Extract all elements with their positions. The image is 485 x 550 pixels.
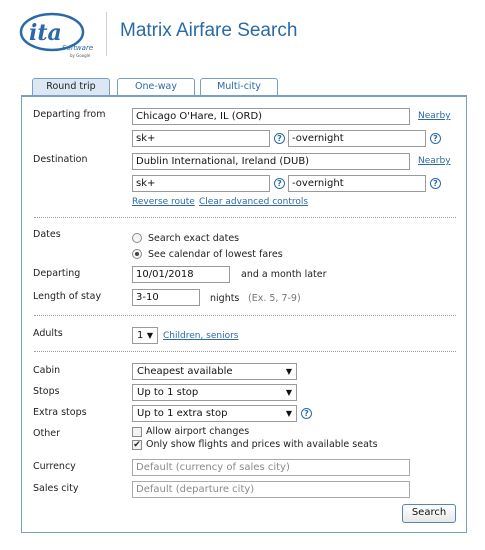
- dates-label: Dates: [33, 229, 61, 240]
- allow-airport-changes-label: Allow airport changes: [146, 426, 250, 437]
- origin-input[interactable]: Chicago O'Hare, IL (ORD): [132, 108, 410, 125]
- destination-label: Destination: [33, 154, 88, 165]
- destination-extension-help-icon[interactable]: ?: [430, 178, 441, 189]
- currency-input[interactable]: Default (currency of sales city): [132, 459, 410, 476]
- cabin-select[interactable]: [132, 363, 297, 380]
- destination-routing-input[interactable]: sk+: [132, 175, 270, 192]
- logo-sub: Software: [62, 44, 94, 52]
- cabin-value: Cheapest available: [137, 366, 233, 377]
- departing-date-input[interactable]: 10/01/2018: [132, 266, 230, 283]
- departing-from-label: Departing from: [33, 109, 106, 120]
- origin-extension-input[interactable]: -overnight: [288, 130, 426, 147]
- destination-input[interactable]: Dublin International, Ireland (DUB): [132, 153, 410, 170]
- origin-extension-help-icon[interactable]: ?: [430, 133, 441, 144]
- length-hint: (Ex. 5, 7-9): [248, 293, 301, 304]
- departing-suffix: and a month later: [241, 269, 327, 280]
- extra-stops-value: Up to 1 extra stop: [137, 408, 228, 419]
- stops-label: Stops: [33, 386, 60, 397]
- page-title: Matrix Airfare Search: [120, 20, 298, 41]
- sales-city-input[interactable]: Default (departure city): [132, 481, 410, 498]
- section-divider: [34, 315, 456, 316]
- other-label: Other: [33, 428, 60, 439]
- header-divider: [106, 12, 107, 56]
- dates-exact-radio[interactable]: [132, 233, 142, 243]
- sales-city-label: Sales city: [33, 483, 79, 494]
- section-divider: [34, 217, 456, 218]
- only-available-seats-label: Only show flights and prices with available seats: [146, 439, 378, 450]
- tab-one-way[interactable]: One-way: [117, 78, 195, 96]
- dates-calendar-radio[interactable]: [132, 249, 142, 259]
- search-form-panel: [21, 95, 467, 533]
- origin-routing-input[interactable]: sk+: [132, 130, 270, 147]
- currency-label: Currency: [33, 461, 76, 472]
- search-button[interactable]: Search: [402, 504, 456, 523]
- adults-select[interactable]: [132, 327, 158, 344]
- length-of-stay-label: Length of stay: [33, 291, 102, 302]
- destination-routing-help-icon[interactable]: ?: [274, 178, 285, 189]
- origin-nearby-link[interactable]: Nearby: [418, 111, 451, 121]
- extra-stops-help-icon[interactable]: ?: [301, 408, 312, 419]
- clear-advanced-controls-link[interactable]: Clear advanced controls: [199, 197, 309, 207]
- cabin-label: Cabin: [33, 365, 61, 376]
- only-available-seats-checkbox[interactable]: ✔: [133, 440, 141, 450]
- dates-exact-label: Search exact dates: [148, 233, 240, 244]
- adults-label: Adults: [33, 328, 63, 339]
- chevron-down-icon: ▼: [285, 367, 292, 376]
- dates-calendar-label: See calendar of lowest fares: [148, 249, 283, 260]
- stops-select[interactable]: [132, 384, 297, 401]
- allow-airport-changes-checkbox[interactable]: [132, 427, 142, 437]
- ita-software-logo: [16, 10, 98, 62]
- logo-by: by Google: [70, 53, 91, 58]
- origin-routing-help-icon[interactable]: ?: [274, 133, 285, 144]
- adults-value: 1: [137, 330, 144, 341]
- length-of-stay-input[interactable]: 3-10: [132, 289, 200, 306]
- extra-stops-select[interactable]: [132, 405, 297, 422]
- tab-round-trip[interactable]: Round trip: [32, 78, 110, 97]
- destination-extension-input[interactable]: -overnight: [288, 175, 426, 192]
- tab-multi-city[interactable]: Multi-city: [200, 78, 278, 96]
- chevron-down-icon: ▼: [285, 388, 292, 397]
- section-divider: [34, 351, 456, 352]
- length-unit: nights: [210, 293, 240, 304]
- departing-label: Departing: [33, 268, 81, 279]
- chevron-down-icon: ▼: [146, 331, 153, 340]
- logo-mark: ita: [29, 20, 62, 46]
- chevron-down-icon: ▼: [285, 409, 292, 418]
- destination-nearby-link[interactable]: Nearby: [418, 156, 451, 166]
- stops-value: Up to 1 stop: [137, 387, 199, 398]
- children-seniors-link[interactable]: Children, seniors: [163, 331, 239, 341]
- reverse-route-link[interactable]: Reverse route: [132, 197, 195, 207]
- extra-stops-label: Extra stops: [33, 407, 87, 418]
